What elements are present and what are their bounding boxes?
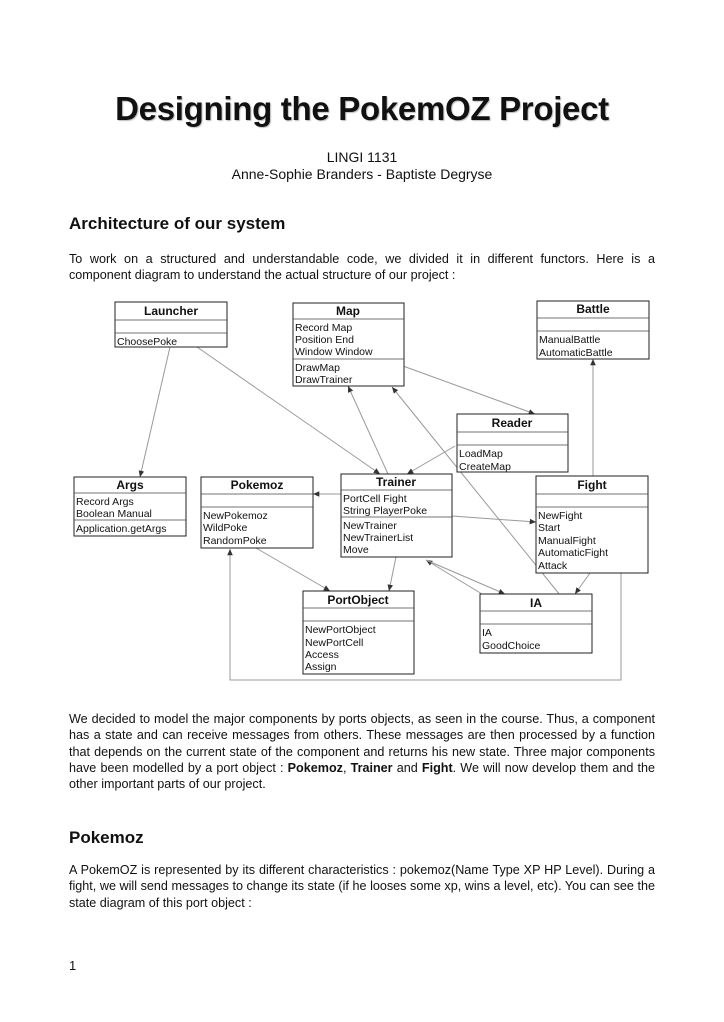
pokemoz-op: RandomPoke <box>203 535 267 547</box>
battle-name: Battle <box>576 302 610 316</box>
map-attr: Window Window <box>295 346 373 358</box>
map-op: DrawTrainer <box>295 374 353 386</box>
map-name: Map <box>336 304 360 318</box>
pokemoz-name: Pokemoz <box>230 478 284 492</box>
pokemoz-op: WildPoke <box>203 522 248 534</box>
bold-fight: Fight <box>421 760 453 775</box>
launcher-op: ChoosePoke <box>117 336 178 348</box>
pokemoz-paragraph: A PokemOZ is represented by its different characteristics : pokemoz(Name Type XP HP Level). During a fight, we will send messages to change its state (if he looses some xp, wins a level, etc). You can see the state diagram of this port object : <box>69 863 655 910</box>
ia-component <box>480 594 592 653</box>
args-attr: Record Args <box>76 496 134 508</box>
ports-sep-1: , <box>342 760 351 775</box>
map-op: DrawMap <box>295 362 340 374</box>
arrow-trainer-ia <box>426 560 505 594</box>
reader-name: Reader <box>491 416 533 430</box>
portobject-op: NewPortCell <box>305 637 364 649</box>
ia-op: GoodChoice <box>482 640 541 652</box>
reader-component <box>457 414 568 473</box>
battle-component <box>537 301 649 359</box>
trainer-op: NewTrainerList <box>343 532 414 544</box>
args-attr: Boolean Manual <box>76 508 152 520</box>
ports-sep-2: and <box>392 760 422 775</box>
heading-pokemoz: Pokemoz <box>69 828 144 847</box>
arrow-reader-trainer <box>407 446 455 474</box>
portobject-component <box>303 591 414 674</box>
ports-text-2: . We will now develop them and the other important parts of our project. <box>69 760 655 792</box>
portobject-op: Access <box>305 649 339 661</box>
course-code: LINGI 1131 <box>326 149 398 165</box>
reader-op: CreateMap <box>459 461 511 473</box>
args-op: Application.getArgs <box>76 523 167 535</box>
battle-op: ManualBattle <box>539 334 601 346</box>
trainer-op: NewTrainer <box>343 520 397 532</box>
arrow-pokemoz-portobject <box>256 548 330 591</box>
portobject-op: NewPortObject <box>305 624 376 636</box>
args-component <box>74 477 186 536</box>
trainer-attr: PortCell Fight <box>343 493 407 505</box>
trainer-component <box>341 474 452 557</box>
page-number: 1 <box>69 958 77 973</box>
trainer-attr: String PlayerPoke <box>343 505 428 517</box>
arrow-ia-trainer <box>426 560 482 594</box>
arrow-map-reader <box>403 366 535 414</box>
page-title: Designing the PokemOZ Project <box>115 90 609 127</box>
ia-op: IA <box>482 627 492 639</box>
fight-op: NewFight <box>538 510 583 522</box>
pokemoz-op: NewPokemoz <box>203 510 268 522</box>
fight-name: Fight <box>577 478 607 492</box>
launcher-component <box>115 302 227 348</box>
arrow-trainer-map <box>348 386 388 474</box>
portobject-op: Assign <box>305 661 337 673</box>
bold-trainer: Trainer <box>350 760 393 775</box>
fight-op: ManualFight <box>538 535 596 547</box>
map-attr: Position End <box>295 334 354 346</box>
pokemoz-component <box>201 477 313 548</box>
map-attr: Record Map <box>295 322 353 334</box>
args-name: Args <box>116 478 144 492</box>
ia-name: IA <box>530 596 542 610</box>
intro-paragraph: To work on a structured and understandable code, we divided it in different functors. Here is a component diagram to understand the actual structure of our project : <box>69 252 655 283</box>
ports-text-1: We decided to model the major components by ports objects, as seen in the course. Thus, a component has a state and can receive messages from others. These messages are then processed by a function that depends on the current state of the component and returns his new state. Three major components have been modelled by a port object : <box>69 712 655 775</box>
bold-pokemoz: Pokemoz <box>287 760 343 775</box>
authors: Anne-Sophie Branders - Baptiste Degryse <box>231 166 493 182</box>
trainer-name: Trainer <box>375 475 417 489</box>
ports-paragraph <box>69 711 655 792</box>
fight-op: AutomaticFight <box>538 547 609 559</box>
fight-component <box>536 476 648 573</box>
map-component <box>293 303 404 386</box>
fight-op: Start <box>538 522 561 534</box>
fight-op: Attack <box>538 560 568 572</box>
arrow-launcher-args <box>140 347 170 477</box>
portobject-name: PortObject <box>327 593 389 607</box>
battle-op: AutomaticBattle <box>539 347 613 359</box>
arrow-fight-ia <box>575 573 590 594</box>
heading-architecture: Architecture of our system <box>69 214 286 233</box>
arrow-trainer-fight <box>452 516 536 522</box>
arrow-trainer-portobject <box>389 557 396 591</box>
trainer-op: Move <box>343 544 369 556</box>
launcher-name: Launcher <box>143 304 199 318</box>
reader-op: LoadMap <box>459 448 503 460</box>
